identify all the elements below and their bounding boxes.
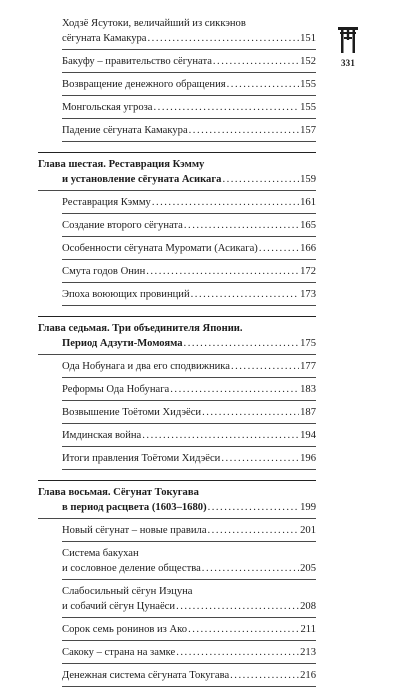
entry-page: 151 — [300, 33, 316, 44]
toc-entry — [62, 546, 316, 580]
chapter-title: в период расцвета (1603–1680) — [62, 502, 207, 513]
chapter-title: Глава седьмая. Три объединителя Японии. — [38, 323, 243, 334]
chapter-title: Глава шестая. Реставрация Кэмму — [38, 159, 205, 170]
entry-text: Денежная система сёгуната Токугава — [62, 670, 230, 681]
chapter-heading — [38, 157, 316, 187]
leader-dots — [222, 172, 299, 187]
toc-entry — [62, 428, 316, 447]
leader-dots — [208, 523, 300, 538]
chapter-section — [38, 480, 316, 687]
toc-entry — [62, 100, 316, 119]
entry-text: сёгуната Камакура — [62, 33, 147, 44]
entry-text: Возвращение денежного обращения — [62, 79, 226, 90]
entry-page: 173 — [300, 289, 316, 300]
leader-dots — [184, 218, 299, 233]
chapter-page: 175 — [300, 338, 316, 349]
toc-entry — [62, 405, 316, 424]
entry-page: 166 — [300, 243, 316, 254]
entry-text: Бакуфу – правительство сёгуната — [62, 56, 212, 67]
entry-text: Имдинская война — [62, 430, 142, 441]
leader-dots — [176, 599, 299, 614]
entry-page: 152 — [300, 56, 316, 67]
leader-dots — [231, 359, 299, 374]
leader-dots — [259, 241, 299, 256]
chapter-section — [38, 152, 316, 306]
leader-dots — [176, 645, 299, 660]
chapter-page: 199 — [300, 502, 316, 513]
toc-entry — [62, 123, 316, 142]
entry-text: Итоги правления Тоётоми Хидэёси — [62, 453, 221, 464]
entry-text: Сакоку – страна на замке — [62, 647, 176, 658]
entry-text: Возвышение Тоётоми Хидэёси — [62, 407, 202, 418]
leader-dots — [142, 428, 299, 443]
leader-dots — [184, 336, 300, 351]
toc-continued-entries — [38, 16, 316, 142]
toc-entry — [62, 77, 316, 96]
entry-page: 183 — [300, 384, 316, 395]
entry-page: 205 — [300, 563, 316, 574]
entry-page: 213 — [300, 647, 316, 658]
leader-dots — [208, 500, 300, 515]
chapter-heading — [38, 485, 316, 515]
entry-text: Эпоха воюющих провинций — [62, 289, 190, 300]
leader-dots — [154, 100, 300, 115]
entry-page: 161 — [300, 197, 316, 208]
leader-dots — [202, 405, 299, 420]
leader-dots — [170, 382, 299, 397]
entry-page: 216 — [300, 670, 316, 681]
entry-text: Слабосильный сёгун Иэцуна — [62, 586, 193, 597]
toc-entry — [62, 16, 316, 50]
toc-entry — [62, 359, 316, 378]
entry-page: 157 — [300, 125, 316, 136]
toc-entry — [62, 241, 316, 260]
entry-text: Создание второго сёгуната — [62, 220, 183, 231]
chapter-page: 159 — [300, 174, 316, 185]
chapter-title: Период Адзути-Момояма — [62, 338, 183, 349]
toc-entry — [62, 523, 316, 542]
entry-page: 172 — [300, 266, 316, 277]
chapter-section — [38, 316, 316, 470]
entry-text: Ходзё Ясутоки, величайший из сиккэнов — [62, 18, 246, 29]
entry-text: Сорок семь ронинов из Ако — [62, 624, 188, 635]
toc-entry — [62, 622, 316, 641]
toc-entry — [62, 584, 316, 618]
entry-page: 196 — [300, 453, 316, 464]
toc-entry — [62, 264, 316, 283]
entry-text: Падение сёгуната Камакура — [62, 125, 188, 136]
toc-entry — [62, 645, 316, 664]
entry-text: Монгольская угроза — [62, 102, 153, 113]
chapter-title: и установление сёгуната Асикага — [62, 174, 222, 185]
toc-entry — [62, 195, 316, 214]
leader-dots — [191, 287, 299, 302]
entry-text: и сословное деление общества — [62, 563, 201, 574]
leader-dots — [213, 54, 299, 69]
leader-dots — [152, 195, 299, 210]
leader-dots — [230, 668, 299, 683]
entry-page: 194 — [300, 430, 316, 441]
leader-dots — [189, 123, 299, 138]
entry-text: Новый сёгунат – новые правила — [62, 525, 207, 536]
entry-page: 165 — [300, 220, 316, 231]
page-number: 331 — [340, 58, 356, 68]
toc-entry — [62, 54, 316, 73]
toc-entry — [62, 218, 316, 237]
leader-dots — [188, 622, 299, 637]
entry-page: 211 — [300, 624, 316, 635]
table-of-contents — [38, 16, 316, 687]
entry-page: 187 — [300, 407, 316, 418]
leader-dots — [221, 451, 299, 466]
entry-text: Ода Нобунага и два его сподвижника — [62, 361, 230, 372]
entry-page: 201 — [300, 525, 316, 536]
entry-page: 155 — [300, 102, 316, 113]
leader-dots — [148, 31, 300, 46]
entry-page: 208 — [300, 601, 316, 612]
leader-dots — [227, 77, 299, 92]
entry-page: 177 — [300, 361, 316, 372]
torii-gate-icon — [337, 26, 359, 54]
entry-text: Система бакухан — [62, 548, 139, 559]
entry-text: и собачий сёгун Цунаёси — [62, 601, 176, 612]
chapter-heading — [38, 321, 316, 351]
toc-entry — [62, 382, 316, 401]
leader-dots — [146, 264, 299, 279]
leader-dots — [202, 561, 299, 576]
entry-text: Особенности сёгуната Муромати (Асикага) — [62, 243, 258, 254]
toc-entry — [62, 451, 316, 470]
toc-entry — [62, 668, 316, 687]
toc-entry — [62, 287, 316, 306]
entry-page: 155 — [300, 79, 316, 90]
entry-text: Реформы Ода Нобунага — [62, 384, 170, 395]
chapter-title: Глава восьмая. Сёгунат Токугава — [38, 487, 199, 498]
entry-text: Реставрация Кэмму — [62, 197, 151, 208]
entry-text: Смута годов Онин — [62, 266, 146, 277]
